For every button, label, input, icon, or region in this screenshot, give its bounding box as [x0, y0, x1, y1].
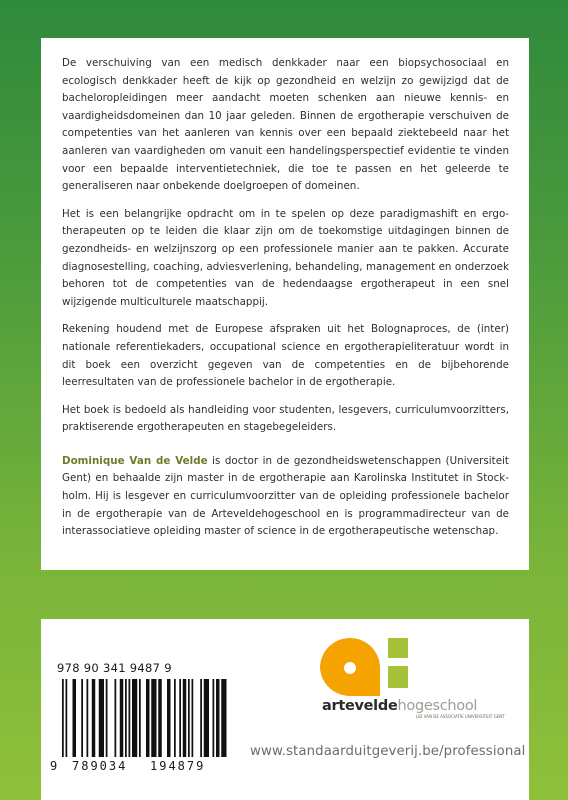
description-paragraph-1: De verschuiving van een medisch denkkader naar een biopsychosociaal en ecologisch denkkader heeft de kijk op gezondheid en welzijn zo gewijzigd dat de bacheloropleidingen meer aandacht moeten schenken aan nieuwe kennis- en vaardigheidsdomeinen dan 10 jaar geleden. Binnen de ergotherapie verschuiven de competenties van het aanleren van kennis over een bepaald ziektebeeld naar het aanleren van vaardigheden om vanuit een handelingsperspectief evidentie te vinden voor een bepaalde interventietechniek, die toe te passen en het geleerde te generaliseren naar onbekende doelgroepen of domeinen. — [62, 57, 509, 193]
barcode-digits-left: 789034 — [72, 759, 128, 771]
barcode-bar — [62, 679, 64, 757]
barcode-bar — [87, 679, 89, 757]
barcode-bar — [151, 679, 156, 757]
barcode-bar — [132, 679, 137, 757]
description-paragraph-3: Rekening houdend met de Europese afspraken uit het Bolognaproces, de (inter) nationale referentiekaders, occupational science en ergotherapieliteratuur wordt in dit boek een overzicht gegeven van de competenties en de bijbehorende leerresultaten van de professionele bachelor in de ergotherapie. — [62, 323, 509, 389]
barcode-bar — [200, 679, 202, 757]
barcode-bar — [183, 679, 187, 757]
barcode-bar — [81, 679, 83, 757]
barcode-bar — [139, 679, 141, 757]
author-name: Dominique Van de Velde — [62, 454, 208, 467]
barcode-digits-right: 194879 — [150, 759, 206, 771]
author-bio-text: is doctor in de gezondheidswetenschappen (Universiteit Gent) en behaalde zijn master in de ergotherapie aan Karolinska Institutet in Stockholm. Hij is lesgever en curriculumvoorzitter van de opleiding professionele bachelor in de ergotherapie van de Arteveldehogeschool en is programmadirecteur van de interassociatieve opleiding master of science in de ergotherapeutische wetenschap. — [62, 454, 509, 538]
barcode-bar — [167, 679, 171, 757]
back-cover-text-panel — [41, 38, 529, 570]
barcode-digit-lead: 9 — [50, 759, 58, 771]
publisher-name: arteveldehogeschool — [322, 698, 478, 714]
publisher-url: www.standaarduitgeverij.be/professional — [250, 744, 526, 759]
logo-colon-bottom — [388, 666, 408, 688]
barcode-bar — [188, 679, 190, 757]
barcode — [50, 679, 230, 771]
barcode-bar — [120, 679, 124, 757]
barcode-bar — [106, 679, 108, 757]
barcode-bar — [129, 679, 131, 757]
barcode-bar — [158, 679, 162, 757]
barcode-bar — [192, 679, 194, 757]
barcode-bar — [146, 679, 150, 757]
barcode-bar — [115, 679, 117, 757]
barcode-bar — [125, 679, 127, 757]
publisher-tagline: LID VAN DE ASSOCIATIE UNIVERSITEIT GENT — [416, 714, 505, 719]
barcode-bar — [73, 679, 77, 757]
barcode-bar — [92, 679, 96, 757]
description-paragraph-2: Het is een belangrijke opdracht om in te spelen op deze paradigmashift en ergotherapeuten op te leiden die klaar zijn om de toekomstige uitdagingen binnen de gezondheids- en welzijnszorg op een professionele manier aan te pakken. Accurate diagnosestelling, coaching, adviesverlening, behandeling, management en onderzoek behoren tot de competenties van de hedendaagse ergotherapeut in een snel wijzigende multiculturele maatschappij. — [62, 207, 509, 308]
barcode-bar — [204, 679, 209, 757]
barcode-bar — [213, 679, 215, 757]
barcode-bar — [221, 679, 226, 757]
logo-colon-top — [388, 638, 408, 658]
author-bio — [62, 453, 509, 541]
arteveldehogeschool-logo-icon — [320, 632, 410, 697]
barcode-bar — [99, 679, 104, 757]
barcode-bar — [216, 679, 220, 757]
logo-letter-a-shape — [320, 638, 380, 696]
description-paragraph-4: Het boek is bedoeld als handleiding voor studenten, lesgevers, curriculumvoorzitters, praktiserende ergotherapeuten en stagebegeleiders. — [62, 403, 509, 434]
barcode-bar — [179, 679, 181, 757]
barcode-bar — [66, 679, 68, 757]
barcode-bar — [174, 679, 176, 757]
isbn-number: 978 90 341 9487 9 — [57, 661, 172, 675]
